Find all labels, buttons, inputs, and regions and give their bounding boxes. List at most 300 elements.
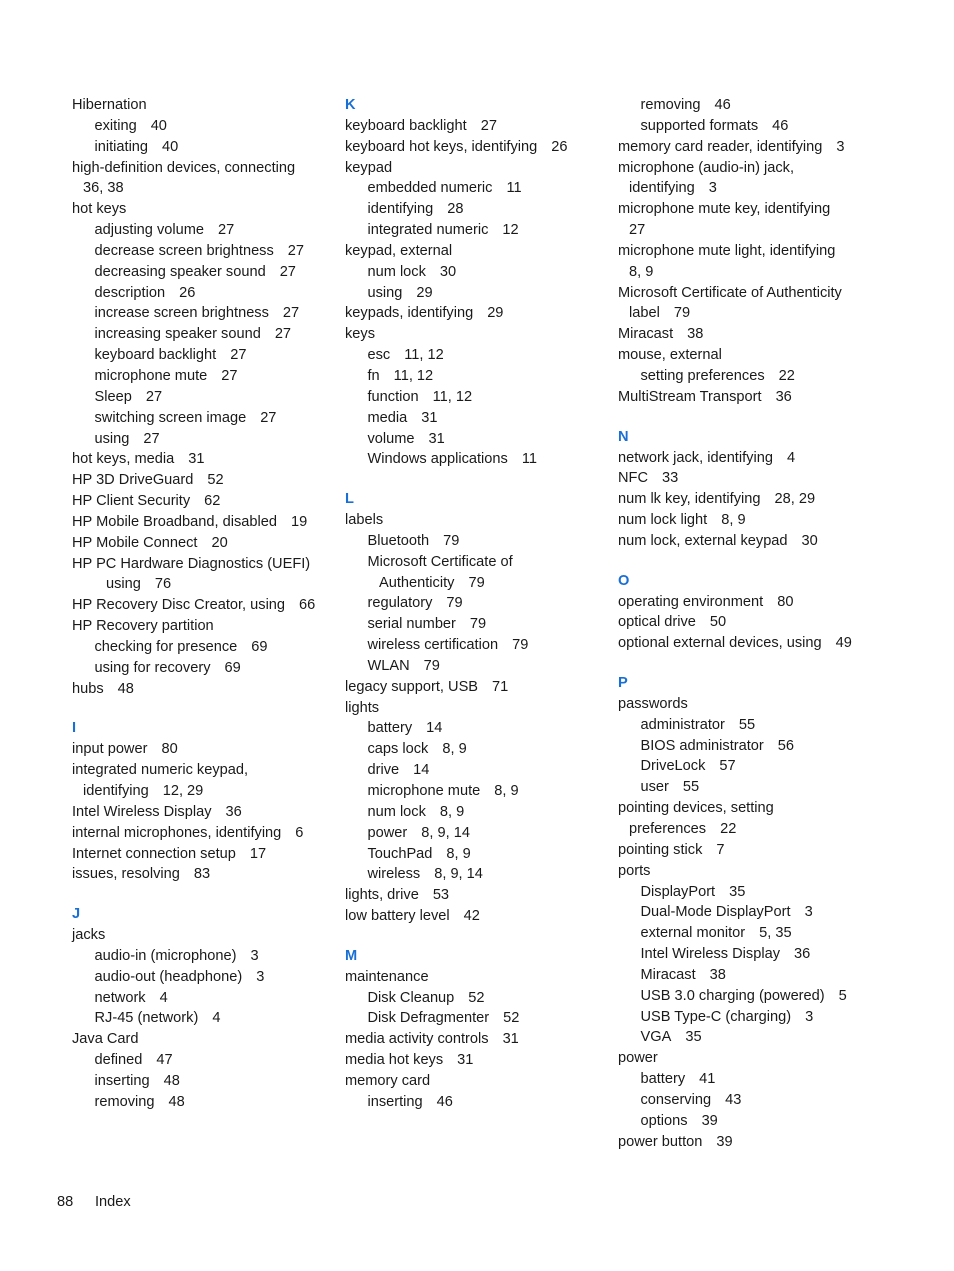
index-entry [72, 512, 322, 533]
index-entry-continuation [618, 819, 878, 840]
page-reference: 29 [416, 284, 433, 301]
page-reference: 8, 9, 14 [434, 866, 483, 883]
page-reference: 27 [260, 409, 277, 426]
page-reference: 43 [725, 1091, 742, 1108]
index-term: drive [367, 762, 400, 779]
index-term: using [94, 430, 130, 447]
index-term: battery [367, 720, 413, 737]
index-subentry [345, 429, 595, 450]
index-subentry [618, 1069, 878, 1090]
index-term: using [367, 284, 403, 301]
page-reference: 48 [163, 1072, 180, 1089]
page-reference: 79 [512, 637, 529, 654]
index-subentry-continuation [72, 574, 322, 595]
index-subentry [72, 262, 322, 283]
index-term: increase screen brightness [94, 305, 269, 322]
index-subentry [345, 635, 595, 656]
index-term: optical drive [618, 614, 696, 631]
page-reference: 6 [295, 824, 304, 841]
index-term: HP PC Hardware Diagnostics (UEFI) [72, 555, 311, 572]
page-reference: 35 [729, 883, 746, 900]
index-term: power [367, 824, 408, 841]
index-term: network jack, identifying [618, 449, 773, 466]
index-term: HP Mobile Connect [72, 534, 198, 551]
index-term: keyboard backlight [345, 117, 467, 134]
index-entry [618, 1132, 878, 1153]
index-entry [72, 533, 322, 554]
page-reference: 50 [709, 614, 727, 631]
index-term: external monitor [640, 925, 746, 942]
index-subentry [345, 760, 595, 781]
index-entry [345, 510, 595, 531]
page-reference: 80 [777, 593, 794, 610]
page-reference: 31 [188, 451, 205, 468]
index-term: wireless certification [367, 637, 499, 654]
page-reference: 55 [738, 716, 756, 733]
index-term: Disk Defragmenter [367, 1010, 490, 1027]
page-reference: 40 [150, 117, 167, 134]
page-reference: 41 [699, 1071, 716, 1088]
page-reference: 4 [786, 449, 796, 466]
index-term: label [629, 305, 660, 322]
page-reference: 27 [282, 305, 300, 322]
page-reference: 3 [708, 180, 717, 197]
index-term: 36, 38 [83, 180, 124, 197]
index-subentry [345, 739, 595, 760]
index-entry [72, 864, 322, 885]
index-entry-continuation [618, 303, 878, 324]
page-reference: 27 [480, 117, 497, 134]
index-subentry [345, 656, 595, 677]
index-entry [618, 283, 878, 304]
index-term: hubs [72, 680, 104, 697]
page-reference: 79 [673, 305, 691, 322]
index-entry [72, 199, 322, 220]
index-term: microphone (audio-in) jack, [618, 159, 795, 176]
index-subentry [618, 965, 878, 986]
index-term: legacy support, USB [345, 678, 479, 695]
page-reference: 79 [468, 574, 485, 591]
page-reference: 26 [179, 284, 196, 301]
page-reference: 27 [230, 347, 247, 364]
index-term: Miracast [618, 326, 674, 343]
page-reference: 46 [714, 97, 731, 113]
index-term: TouchPad [367, 845, 433, 862]
index-subentry [345, 614, 595, 635]
index-entry [72, 470, 322, 491]
index-term: operating environment [618, 593, 764, 610]
index-term: defined [94, 1052, 143, 1069]
page-reference: 4 [159, 989, 168, 1006]
index-entry [345, 303, 595, 324]
page-reference: 36 [775, 388, 792, 405]
index-subentry [618, 95, 878, 116]
index-subentry [618, 923, 878, 944]
index-subentry [72, 1008, 322, 1029]
index-entry [72, 739, 322, 760]
page-reference: 27 [143, 430, 160, 447]
page-reference: 22 [778, 367, 795, 384]
index-term: using [106, 576, 141, 593]
index-subentry [618, 366, 878, 387]
page-reference: 42 [463, 908, 480, 925]
page-reference: 5, 35 [759, 925, 792, 942]
index-entry [618, 1048, 878, 1069]
page-reference: 66 [299, 597, 316, 614]
index-entry [618, 861, 878, 882]
index-subentry [345, 823, 595, 844]
index-column-2 [345, 95, 595, 1113]
index-entry [618, 158, 878, 179]
section-letter-heading: P [618, 675, 628, 692]
index-entry [72, 760, 322, 781]
index-entry [618, 798, 878, 819]
page-reference: 26 [551, 138, 568, 155]
page-reference: 56 [777, 737, 795, 754]
index-term: HP Recovery partition [72, 618, 214, 635]
index-term: num lock, external keypad [618, 532, 788, 549]
page-reference: 33 [662, 470, 679, 487]
section-spacer [345, 470, 595, 489]
index-term: removing [94, 1093, 155, 1110]
index-term: Dual-Mode DisplayPort [640, 904, 791, 921]
index-term: identifying [629, 180, 695, 197]
page-reference: 28 [447, 201, 464, 218]
index-entry-continuation [618, 262, 878, 283]
index-subentry [72, 408, 322, 429]
section-letter-heading: N [618, 428, 629, 445]
section-letter-heading: M [345, 947, 358, 964]
index-entry [618, 324, 878, 345]
index-entry [345, 698, 595, 719]
index-subentry [72, 429, 322, 450]
index-term: Hibernation [72, 97, 147, 113]
index-term: user [640, 779, 669, 796]
page-reference: 3 [836, 138, 845, 155]
page-reference: 79 [423, 657, 440, 674]
index-entry [345, 158, 595, 179]
index-subentry [72, 241, 322, 262]
index-term: num lk key, identifying [618, 491, 761, 508]
index-entry [345, 116, 595, 137]
page-reference: 8, 9 [721, 512, 746, 529]
index-entry [72, 595, 322, 616]
page-reference: 8, 9 [439, 803, 465, 820]
section-letter-heading: J [72, 906, 81, 923]
index-subentry [345, 802, 595, 823]
index-term: microphone mute light, identifying [618, 242, 836, 259]
index-subentry [72, 1071, 322, 1092]
index-term: pointing devices, setting [618, 800, 774, 817]
index-entry [72, 491, 322, 512]
index-entry [618, 137, 878, 158]
index-term: Windows applications [367, 451, 508, 468]
index-subentry [345, 199, 595, 220]
index-term: hot keys [72, 201, 127, 218]
index-term: audio-in (microphone) [94, 947, 237, 964]
section-spacer [345, 927, 595, 946]
section-letter-heading: O [618, 572, 630, 589]
index-term: Intel Wireless Display [640, 946, 780, 963]
index-entry [72, 1029, 322, 1050]
index-entry [618, 489, 878, 510]
index-entry [618, 592, 878, 613]
page-reference: 19 [291, 513, 308, 530]
section-spacer [618, 552, 878, 571]
index-term: DisplayPort [640, 883, 716, 900]
index-term: DriveLock [640, 758, 706, 775]
index-entry [345, 906, 595, 927]
index-term: power [618, 1050, 658, 1067]
section-letter-heading: K [345, 97, 356, 113]
index-term: options [640, 1112, 688, 1129]
page-number: 88 [57, 1194, 74, 1210]
page-reference: 12 [502, 222, 519, 239]
page-reference: 11, 12 [404, 347, 444, 364]
index-entry [618, 510, 878, 531]
index-subentry [72, 366, 322, 387]
index-term: Intel Wireless Display [72, 803, 212, 820]
index-term: switching screen image [94, 409, 247, 426]
page-reference: 31 [457, 1052, 474, 1069]
index-term: audio-out (headphone) [94, 968, 243, 985]
index-term: description [94, 284, 166, 301]
page-reference: 8, 9, 14 [421, 824, 470, 841]
page-reference: 27 [274, 326, 292, 343]
index-entry [345, 324, 595, 345]
index-term: caps lock [367, 741, 429, 758]
index-term: serial number [367, 616, 456, 633]
index-entry [72, 554, 322, 575]
index-entry [345, 1071, 595, 1092]
index-subentry [618, 882, 878, 903]
index-subentry [72, 137, 322, 158]
index-term: low battery level [345, 908, 450, 925]
index-term: NFC [618, 470, 648, 487]
index-term: Authenticity [379, 574, 455, 591]
index-term: network [94, 989, 146, 1006]
page-reference: 29 [487, 305, 504, 322]
index-entry [618, 633, 878, 654]
index-entry [618, 840, 878, 861]
index-term: passwords [618, 695, 688, 712]
index-entry [618, 345, 878, 366]
page-reference: 27 [145, 388, 163, 405]
page-reference: 17 [249, 845, 267, 862]
index-term: Sleep [94, 388, 132, 405]
index-entry [72, 925, 322, 946]
index-subentry [72, 220, 322, 241]
index-term: keypad [345, 159, 393, 176]
index-term: decreasing speaker sound [94, 263, 266, 280]
page-reference: 69 [251, 638, 268, 655]
index-term: integrated numeric [367, 222, 489, 239]
section-letter-heading: I [72, 720, 77, 737]
page-reference: 53 [432, 887, 450, 904]
index-entry [618, 694, 878, 715]
index-subentry [345, 844, 595, 865]
page-reference: 3 [256, 968, 265, 985]
index-subentry [72, 303, 322, 324]
index-term: identifying [367, 201, 434, 218]
page-reference: 8, 9 [442, 741, 467, 758]
index-entry [72, 802, 322, 823]
index-term: Microsoft Certificate of [367, 553, 513, 570]
page-reference: 76 [154, 576, 172, 593]
index-subentry [72, 637, 322, 658]
index-entry [345, 137, 595, 158]
index-term: lights [345, 699, 380, 716]
index-entry [72, 616, 322, 637]
index-subentry [345, 408, 595, 429]
index-term: keyboard backlight [94, 347, 217, 364]
index-term: jacks [72, 927, 106, 944]
page-reference: 30 [439, 263, 457, 280]
index-entry [618, 468, 878, 489]
index-entry [72, 679, 322, 700]
index-term: Java Card [72, 1031, 139, 1048]
index-term: mouse, external [618, 347, 722, 364]
index-subentry [72, 1092, 322, 1113]
index-term: RJ-45 (network) [94, 1010, 199, 1027]
page-reference: 48 [168, 1093, 185, 1110]
index-entry [618, 531, 878, 552]
index-entry-continuation [72, 178, 322, 199]
index-term: USB Type-C (charging) [640, 1008, 792, 1025]
index-entry [72, 823, 322, 844]
index-term: media activity controls [345, 1031, 489, 1048]
index-term: HP Mobile Broadband, disabled [72, 513, 277, 530]
index-subentry [345, 552, 595, 573]
index-subentry [618, 1027, 878, 1048]
page-reference: 31 [428, 430, 445, 447]
index-subentry [72, 1050, 322, 1071]
section-title: Index [95, 1194, 131, 1210]
index-entry [72, 844, 322, 865]
index-term: power button [618, 1133, 703, 1150]
index-entry [618, 241, 878, 262]
section-spacer [618, 654, 878, 673]
page-reference: 14 [413, 762, 430, 779]
index-entry [345, 885, 595, 906]
page-reference: 49 [835, 635, 852, 652]
index-subentry [72, 283, 322, 304]
page-reference: 83 [193, 866, 211, 883]
index-column-3 [618, 95, 878, 1153]
index-subentry [345, 449, 595, 470]
index-subentry [618, 756, 878, 777]
page-reference: 46 [436, 1093, 453, 1110]
index-subentry [72, 658, 322, 679]
index-term: integrated numeric keypad, [72, 762, 249, 779]
index-term: input power [72, 741, 148, 758]
page-reference: 36 [225, 803, 242, 820]
index-term: Microsoft Certificate of Authenticity [618, 284, 842, 301]
index-term: setting preferences [640, 367, 765, 384]
index-column-1 [72, 95, 322, 1113]
index-subentry [345, 718, 595, 739]
index-term: administrator [640, 716, 725, 733]
index-term: initiating [94, 138, 149, 155]
index-subentry [345, 345, 595, 366]
page-reference: 47 [156, 1052, 173, 1069]
index-subentry [72, 345, 322, 366]
index-entry [345, 967, 595, 988]
index-term: volume [367, 430, 415, 447]
section-spacer [618, 408, 878, 427]
index-term: lights, drive [345, 887, 419, 904]
index-subentry [345, 283, 595, 304]
index-term: using for recovery [94, 659, 211, 676]
index-term: keyboard hot keys, identifying [345, 138, 538, 155]
page-reference: 3 [804, 904, 813, 921]
page-reference: 3 [250, 947, 259, 964]
page-reference: 4 [212, 1010, 221, 1027]
page-reference: 11 [521, 451, 537, 468]
index-term: conserving [640, 1091, 712, 1108]
page-reference: 52 [207, 472, 224, 489]
index-subentry [345, 387, 595, 408]
index-term: microphone mute [94, 367, 208, 384]
index-entry [618, 448, 878, 469]
index-entry [345, 241, 595, 262]
index-term: Miracast [640, 966, 696, 983]
index-term: exiting [94, 117, 137, 134]
page-reference: 55 [682, 779, 700, 796]
index-subentry [618, 1007, 878, 1028]
index-term: removing [640, 97, 701, 113]
page-reference: 52 [503, 1010, 520, 1027]
index-subentry [618, 777, 878, 798]
index-term: increasing speaker sound [94, 326, 261, 343]
page-reference: 27 [218, 222, 235, 239]
index-subentry [618, 736, 878, 757]
index-term: checking for presence [94, 638, 238, 655]
index-term: microphone mute [367, 783, 481, 799]
page-reference: 8, 9 [446, 845, 471, 862]
index-term: WLAN [367, 657, 410, 674]
index-term: memory card [345, 1072, 431, 1089]
page-reference: 79 [443, 532, 460, 549]
index-subentry [345, 262, 595, 283]
page-reference: 48 [117, 680, 134, 697]
index-term: HP Client Security [72, 493, 191, 510]
index-subentry [345, 1092, 595, 1113]
index-term: microphone mute key, identifying [618, 201, 831, 218]
index-subentry-continuation [345, 573, 595, 594]
page-reference: 27 [287, 242, 305, 259]
index-subentry [72, 324, 322, 345]
page-reference: 30 [801, 532, 818, 549]
index-term: identifying [83, 783, 149, 799]
index-subentry [345, 781, 595, 802]
index-entry [345, 1029, 595, 1050]
index-term: fn [367, 367, 380, 384]
page-reference: 36 [794, 946, 811, 963]
page-reference: 14 [426, 720, 443, 737]
index-term: MultiStream Transport [618, 388, 762, 405]
index-term: embedded numeric [367, 180, 493, 197]
page-reference: 38 [687, 326, 704, 343]
index-subentry [345, 366, 595, 387]
index-term: num lock [367, 803, 426, 820]
index-subentry [72, 387, 322, 408]
page-reference: 27 [221, 367, 238, 384]
index-term: labels [345, 512, 384, 529]
page-reference: 62 [204, 493, 221, 510]
page-reference: 40 [162, 138, 179, 155]
page-footer [57, 1192, 131, 1212]
